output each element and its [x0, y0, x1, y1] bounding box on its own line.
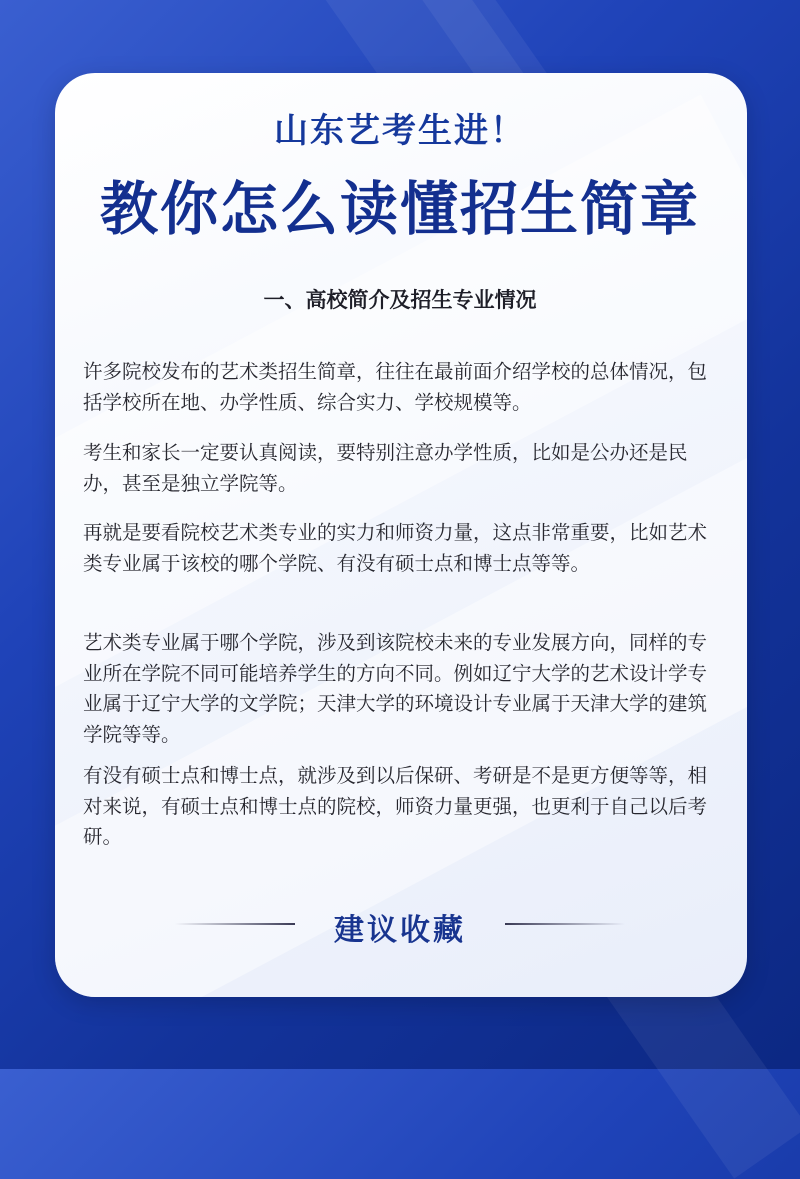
- paragraph-nature: 考生和家长一定要认真阅读，要特别注意办学性质，比如是公办还是民办，甚至是独立学院等。: [83, 441, 688, 495]
- page-title: 教你怎么读懂招生简章: [99, 175, 700, 243]
- paragraph-strength: 再就是要看院校艺术类专业的实力和师资力量，这点非常重要，比如艺术类专业属于该校的哪个学院、有没有硕士点和博士点等等。: [83, 521, 708, 575]
- paragraph-masters-doctoral: 有没有硕士点和博士点，就涉及到以后保研、考研是不是更方便等等，相对来说，有硕士点和博士点的院校，师资力量更强，也更利于自己以后考研。: [83, 764, 708, 848]
- footer-label: 建议收藏: [334, 913, 466, 948]
- paragraph-overview: 许多院校发布的艺术类招生简章，往往在最前面介绍学校的总体情况，包括学校所在地、办学性质、综合实力、学校规模等。: [83, 360, 708, 414]
- paragraph-college: 艺术类专业属于哪个学院，涉及到该院校未来的专业发展方向，同样的专业所在学院不同可能培养学生的方向不同。例如辽宁大学的艺术设计学专业属于辽宁大学的文学院；天津大学的环境设计专业属于天津大学的建筑学院等等。: [83, 631, 708, 746]
- page-subtitle: 山东艺考生进！: [274, 111, 526, 151]
- footer-divider-right: [505, 923, 625, 925]
- section-heading: 一、高校简介及招生专业情况: [263, 288, 537, 312]
